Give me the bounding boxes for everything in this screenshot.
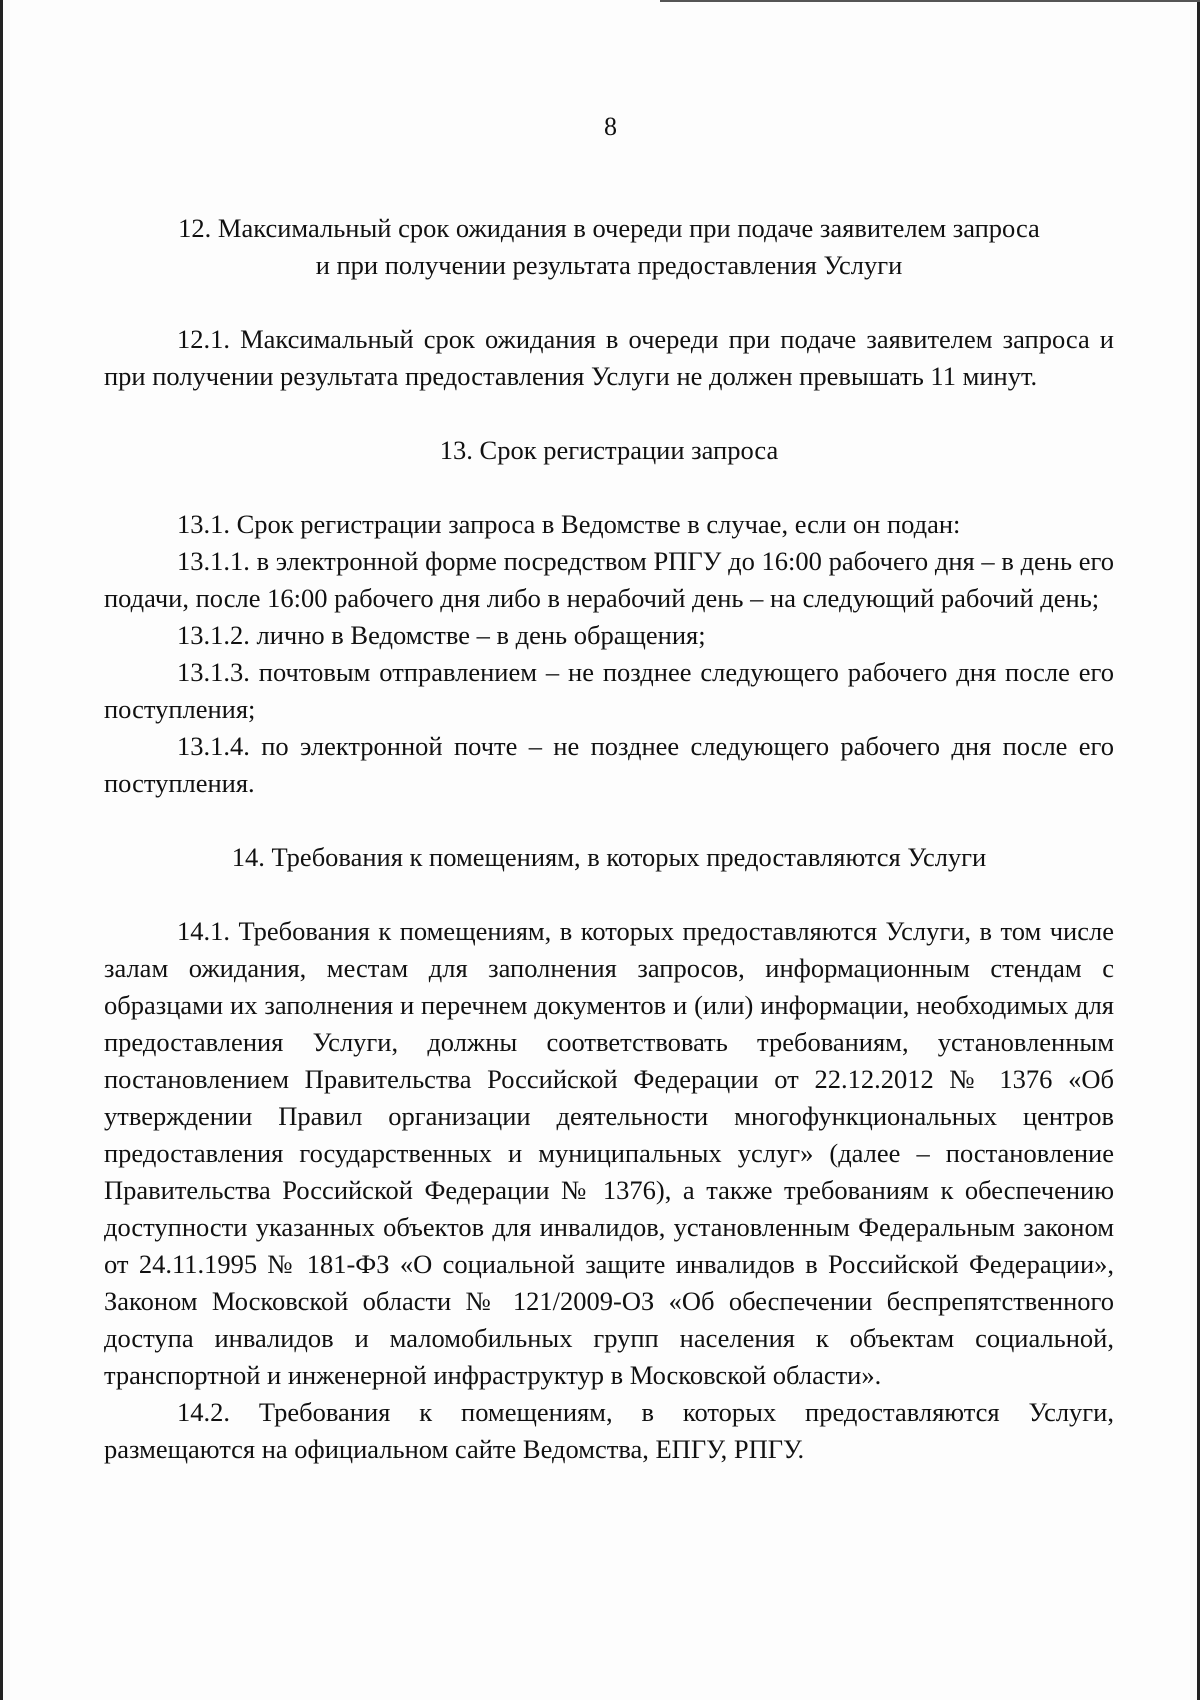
paragraph-14-1: 14.1. Требования к помещениям, в которых предоставляются Услуги, в том числе залам ожидания, местам для заполнения запросов, информационным стендам с образцами их заполнения и перечнем документов и (или) информации, необходимых для предоставления Услуги, должны соответствовать требованиям, установленным постановлением Правительства Российской Федерации от 22.12.2012 № 1376 «Об утверждении Правил организации деятельности многофункциональных центров предоставления государственных и муниципальных услуг» (далее – постановление Правительства Российской Федерации № 1376), а также требованиям к обеспечению доступности указанных объектов для инвалидов, установленным Федеральным законом от 24.11.1995 № 181-ФЗ «О социальной защите инвалидов в Российской Федерации», Законом Московской области № 121/2009-ОЗ «Об обеспечении беспрепятственного доступа инвалидов и маломобильных групп населения к объектам социальной, транспортной и инженерной инфраструктур в Московской области». <box>104 916 1114 1390</box>
document-body <box>104 210 1114 1468</box>
section-12-heading <box>104 210 1114 284</box>
scan-edge-left <box>0 0 3 1700</box>
page-number: 8 <box>604 112 617 141</box>
paragraph-13-1: 13.1. Срок регистрации запроса в Ведомстве в случае, если он подан: <box>177 509 961 539</box>
paragraph-13-1-1: 13.1.1. в электронной форме посредством РПГУ до 16:00 рабочего дня – в день его подачи, после 16:00 рабочего дня либо в нерабочий день – на следующий рабочий день; <box>104 546 1114 613</box>
paragraph-13-1-2: 13.1.2. лично в Ведомстве – в день обращения; <box>177 620 706 650</box>
paragraph-12-1: 12.1. Максимальный срок ожидания в очереди при подаче заявителем запроса и при получении результата предоставления Услуги не должен превышать 11 минут. <box>104 324 1114 391</box>
paragraph-13-1-4: 13.1.4. по электронной почте – не позднее следующего рабочего дня после его поступления. <box>104 731 1114 798</box>
section-12-heading-line-2: и при получении результата предоставления Услуги <box>315 250 903 280</box>
paragraph-14-2: 14.2. Требования к помещениям, в которых предоставляются Услуги, размещаются на официальном сайте Ведомства, ЕПГУ, РПГУ. <box>104 1397 1114 1464</box>
section-14-heading: 14. Требования к помещениям, в которых предоставляются Услуги <box>231 842 987 872</box>
section-13-heading: 13. Срок регистрации запроса <box>439 435 779 465</box>
scan-edge-top <box>660 0 1200 2</box>
paragraph-13-1-3: 13.1.3. почтовым отправлением – не позднее следующего рабочего дня после его поступления; <box>104 657 1114 724</box>
section-12-heading-line-1: 12. Максимальный срок ожидания в очереди при подаче заявителем запроса <box>178 213 1040 243</box>
